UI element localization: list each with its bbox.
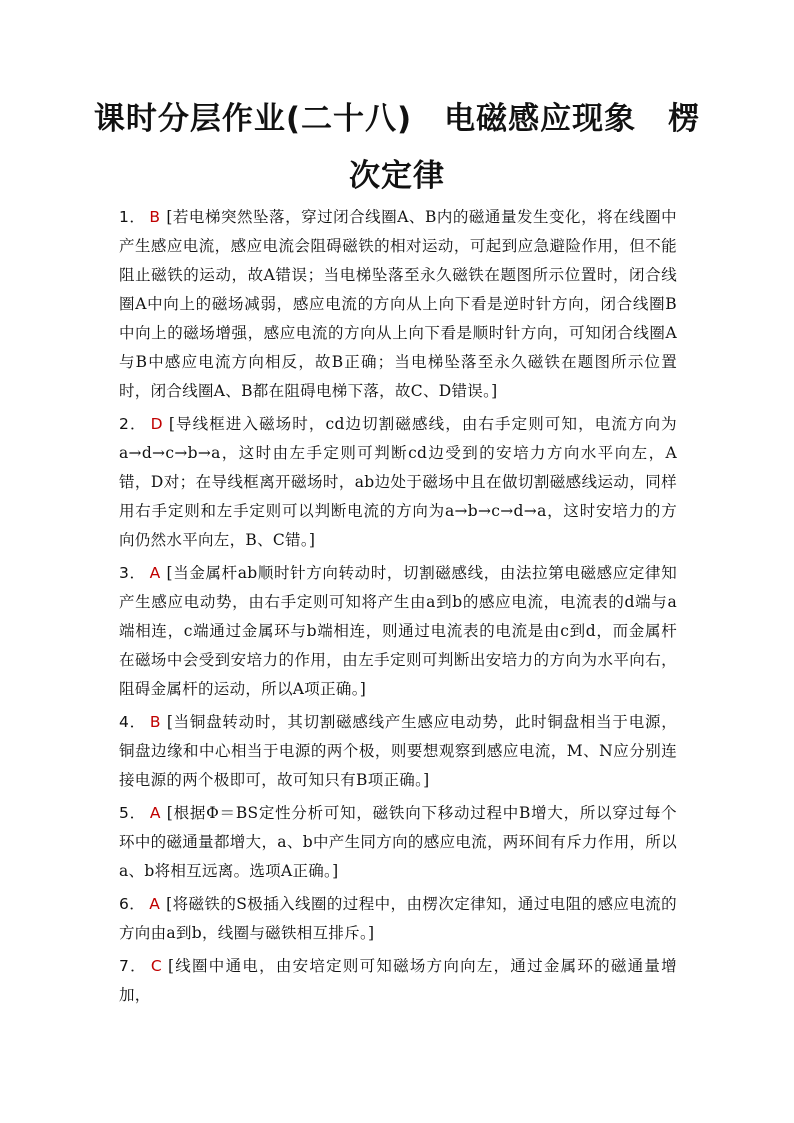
item-explanation: [若电梯突然坠落，穿过闭合线圈A、B内的磁通量发生变化，将在线圈中产生感应电流，感应电流会阻碍磁铁的相对运动，可起到应急避险作用，但不能阻止磁铁的运动，故A错误；当电梯坠落至永久磁铁在题图所示位置时，闭合线圈A中向上的磁场减弱，感应电流的方向从上向下看是逆时针方向，闭合线圈B中向上的磁场增强，感应电流的方向从上向下看是顺时针方向，可知闭合线圈A与B中感应电流方向相反，故B正确；当电梯坠落至永久磁铁在题图所示位置时，闭合线圈A、B都在阻碍电梯下落，故C、D错误。] — [119, 208, 677, 400]
item-number: 5． — [119, 804, 146, 822]
item-answer: D — [150, 415, 163, 433]
answer-item-4 — [119, 708, 677, 795]
item-explanation: [当金属杆ab顺时针方向转动时，切割磁感线，由法拉第电磁感应定律知产生感应电动势，由右手定则可知将产生由a到b的感应电流，电流表的d端与a端相连，c端通过金属环与b端相连，则通过电流表的电流是由c到d，而金属杆在磁场中会受到安培力的作用，由左手定则可判断出安培力的方向为水平向右，阻碍金属杆的运动，所以A项正确。] — [119, 564, 677, 698]
answer-item-5 — [119, 799, 677, 886]
answer-item-6 — [119, 890, 677, 948]
answer-list — [119, 203, 677, 1014]
answer-item-2 — [119, 410, 677, 555]
item-number: 7． — [119, 957, 147, 975]
item-explanation: [根据Φ＝BS定性分析可知，磁铁向下移动过程中B增大，所以穿过每个环中的磁通量都增大，a、b中产生同方向的感应电流，两环间有斥力作用，所以a、b将相互远离。选项A正确。] — [119, 804, 677, 880]
item-answer: C — [150, 957, 162, 975]
item-answer: A — [149, 895, 161, 913]
item-number: 4． — [119, 713, 146, 731]
item-number: 3． — [119, 564, 146, 582]
page-title: 课时分层作业(二十八) 电磁感应现象 楞 — [93, 101, 701, 137]
page-title-continued: 次定律 — [349, 158, 445, 194]
answer-item-3 — [119, 559, 677, 704]
item-answer: B — [149, 713, 161, 731]
item-explanation: [线圈中通电，由安培定则可知磁场方向向左，通过金属环的磁通量增加， — [119, 957, 677, 1004]
item-answer: B — [149, 208, 161, 226]
item-explanation: [导线框进入磁场时，cd边切割磁感线，由右手定则可知，电流方向为a→d→c→b→a，这时由左手定则可判断cd边受到的安培力方向水平向左，A错，D对；在导线框离开磁场时，ab边处于磁场中且在做切割磁感线运动，同样用右手定则和左手定则可以判断电流的方向为a→b→c→d→a，这时安培力的方向仍然水平向左，B、C错。] — [119, 415, 677, 549]
item-number: 2． — [119, 415, 147, 433]
answer-item-7 — [119, 952, 677, 1010]
item-explanation: [当铜盘转动时，其切割磁感线产生感应电动势，此时铜盘相当于电源，铜盘边缘和中心相当于电源的两个极，则要想观察到感应电流，M、N应分别连接电源的两个极即可，故可知只有B项正确。] — [119, 713, 677, 789]
item-explanation: [将磁铁的S极插入线圈的过程中，由楞次定律知，通过电阻的感应电流的方向由a到b，线圈与磁铁相互排斥。] — [119, 895, 677, 942]
item-answer: A — [149, 564, 161, 582]
item-number: 6． — [119, 895, 146, 913]
answer-item-1 — [119, 203, 677, 406]
item-number: 1． — [119, 208, 146, 226]
item-answer: A — [149, 804, 161, 822]
